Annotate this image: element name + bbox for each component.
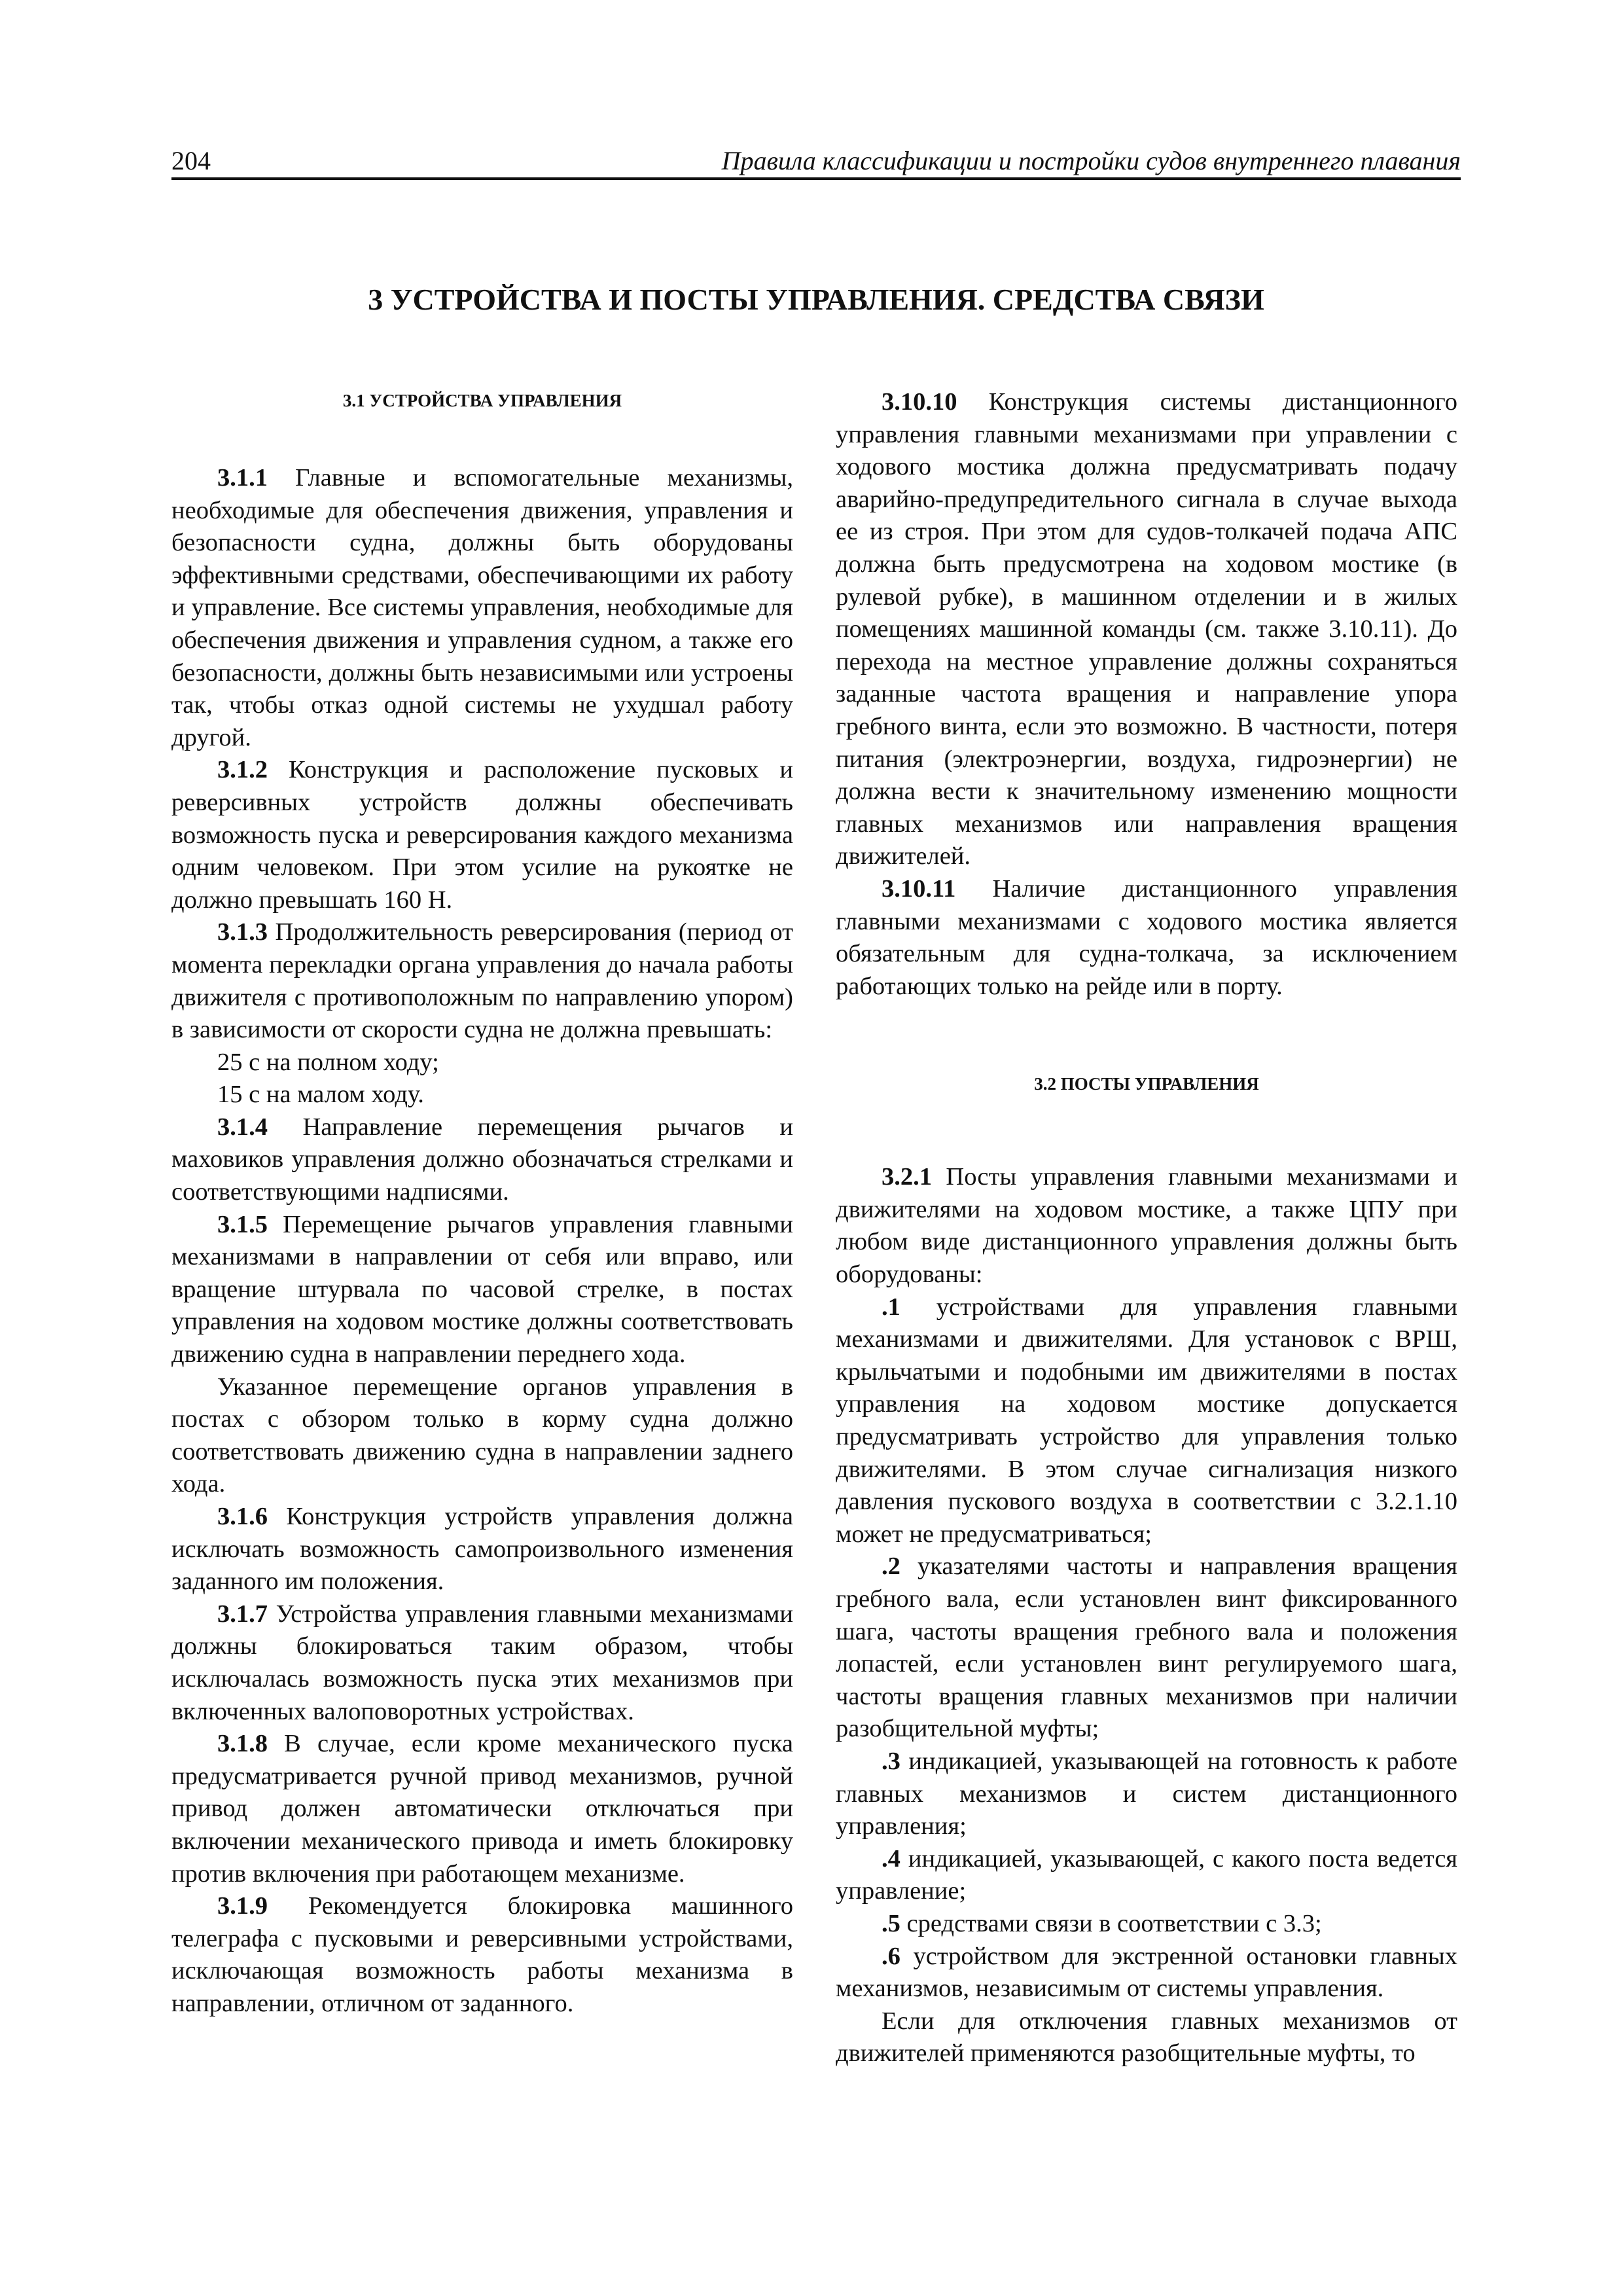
paragraph-text: Конструкция системы дистанционного управления главными механизмами при управлении с ходового мостика должна предусматривать подачу аварийно-предупредительного сигнала в случае выхода ее из строя. При этом для судов-толкачей подача АПС должна быть предусмотрена на ходовом мостике (в рулевой рубке), в машинном отделении и в жилых помещениях машинной команды (см. также 3.10.11). До перехода на местное управление должны сохраняться заданные частота вращения и направление упора гребного винта, если это возможно. В частности, потеря питания (электроэнергии, воздуха, гидроэнергии) не должна вести к значительному изменению мощности главных механизмов или направления вращения движителей. (836, 388, 1457, 870)
paragraph (171, 1501, 793, 1598)
paragraph (171, 462, 793, 754)
paragraph-text: Направление перемещения рычагов и маховиков управления должно обозначаться стрелками и соответствующими надписями. (171, 1113, 793, 1206)
clause-number: 3.1.6 (217, 1503, 268, 1530)
paragraph-text: 15 с на малом ходу. (217, 1081, 424, 1109)
right-paragraphs-bottom (836, 1161, 1457, 2070)
paragraph-text: указателями частоты и направления вращения гребного вала, если установлен винт фиксированного шага, частоты вращения гребного вала и положения лопастей, если установлен винт регулируемого шага, частоты вращения главных механизмов при наличии разобщительной муфты; (836, 1552, 1457, 1743)
page-number: 204 (171, 146, 211, 175)
right-paragraphs-top (836, 386, 1457, 1003)
paragraph (171, 1598, 793, 1728)
section-heading-3-2: 3.2 ПОСТЫ УПРАВЛЕНИЯ (1034, 1074, 1259, 1094)
paragraph (836, 2005, 1457, 2070)
clause-number: 3.1.4 (217, 1113, 268, 1141)
paragraph (836, 873, 1457, 1003)
clause-number: .2 (882, 1552, 901, 1581)
paragraph-text: средствами связи в соответствии с 3.3; (900, 1909, 1322, 1937)
chapter-title: 3 УСТРОЙСТВА И ПОСТЫ УПРАВЛЕНИЯ. СРЕДСТВА СВЯЗИ (368, 283, 1264, 316)
paragraph-text: В случае, если кроме механического пуска предусматривается ручной привод механизмов, ручной привод должен автоматически отключаться при включении механического привода и иметь блокировку против включения при работающем механизме. (171, 1730, 793, 1888)
right-column (836, 386, 1457, 2070)
paragraph-text: Указанное перемещение органов управления в постах с обзором только в корму судна должно соответствовать движению судна в направлении заднего хода. (171, 1372, 793, 1498)
paragraph-text: Перемещение рычагов управления главными механизмами в направлении от себя или вправо, или вращение штурвала по часовой стрелке, в постах управления на ходовом мостике должны соответствовать движению судна в направлении переднего хода. (171, 1210, 793, 1369)
clause-number: 3.1.3 (217, 918, 268, 946)
paragraph-text: Рекомендуется блокировка машинного телеграфа с пусковыми и реверсивными устройствами, исключающая возможность работы механизма в направлении, отличном от заданного. (171, 1892, 793, 2017)
clause-number: .5 (882, 1909, 901, 1937)
paragraph (171, 1079, 793, 1111)
clause-number: 3.2.1 (882, 1163, 932, 1191)
paragraph (836, 386, 1457, 873)
paragraph-text: Если для отключения главных механизмов от движителей применяются разобщительные муфты, то (836, 2007, 1457, 2068)
clause-number: 3.10.11 (882, 874, 956, 903)
paragraph-text: Устройства управления главными механизмами должны блокироваться таким образом, чтобы исключалась возможность пуска этих механизмов при включенных валоповоротных устройствах. (171, 1600, 793, 1725)
header-rule (171, 177, 1461, 180)
paragraph (836, 1551, 1457, 1746)
clause-number: 3.1.2 (217, 756, 268, 784)
paragraph (836, 1843, 1457, 1908)
clause-number: .3 (882, 1747, 901, 1775)
paragraph-text: Конструкция и расположение пусковых и реверсивных устройств должны обеспечивать возможность пуска и реверсирования каждого механизма одним человеком. При этом усилие на рукоятке не должно превышать 160 Н. (171, 756, 793, 914)
paragraph (171, 1728, 793, 1890)
clause-number: .1 (882, 1293, 901, 1321)
paragraph-text: 25 с на полном ходу; (217, 1048, 439, 1076)
paragraph (171, 1209, 793, 1371)
running-title: Правила классификации и постройки судов внутреннего плавания (721, 146, 1461, 175)
paragraph-text: устройством для экстренной остановки главных механизмов, независимым от системы управления. (836, 1942, 1457, 2003)
paragraph-text: Продолжительность реверсирования (период от момента перекладки органа управления до начала работы движителя с противоположным по направлению упором) в зависимости от скорости судна не должна превышать: (171, 918, 793, 1044)
clause-number: 3.1.1 (217, 464, 268, 492)
paragraph (171, 1111, 793, 1209)
left-paragraphs (171, 462, 793, 2020)
clause-number: 3.1.5 (217, 1210, 268, 1238)
paragraph-text: Главные и вспомогательные механизмы, необходимые для обеспечения движения, управления и безопасности судна, должны быть оборудованы эффективными средствами, обеспечивающими их работу и управление. Все системы управления, необходимые для обеспечения движения и управления судном, а также его безопасности, должны быть независимыми или устроены так, чтобы отказ одной системы не ухудшал работу другой. (171, 464, 793, 751)
paragraph-text: индикацией, указывающей, с какого поста ведется управление; (836, 1844, 1457, 1905)
paragraph (171, 754, 793, 916)
paragraph-text: Посты управления главными механизмами и движителями на ходовом мостике, а также ЦПУ при любом виде дистанционного управления должны быть оборудованы: (836, 1163, 1457, 1289)
paragraph (171, 1890, 793, 2020)
paragraph (836, 1941, 1457, 2005)
paragraph (171, 916, 793, 1046)
paragraph (836, 1908, 1457, 1941)
paragraph-text: индикацией, указывающей на готовность к работе главных механизмов и систем дистанционного управления; (836, 1747, 1457, 1840)
clause-number: 3.1.7 (217, 1600, 268, 1628)
paragraph (836, 1161, 1457, 1291)
clause-number: .4 (882, 1844, 901, 1873)
clause-number: 3.1.8 (217, 1730, 268, 1758)
left-column (171, 386, 793, 2020)
paragraph-text: Конструкция устройств управления должна исключать возможность самопроизвольного изменения заданного им положения. (171, 1503, 793, 1596)
paragraph-text: устройствами для управления главными механизмами и движителями. Для установок с ВРШ, крыльчатыми и подобными им движителями в постах управления на ходовом мостике допускается предусматривать устройство для управления только движителями. В этом случае сигнализация низкого давления пускового воздуха в соответствии с 3.2.1.10 может не предусматриваться; (836, 1293, 1457, 1548)
clause-number: 3.10.10 (882, 388, 957, 416)
paragraph (171, 1047, 793, 1079)
clause-number: .6 (882, 1942, 901, 1970)
paragraph-text: Наличие дистанционного управления главными механизмами с ходового мостика является обязательным для судна-толкача, за исключением работающих только на рейде или в порту. (836, 874, 1457, 1000)
paragraph (836, 1291, 1457, 1551)
section-heading-3-1: 3.1 УСТРОЙСТВА УПРАВЛЕНИЯ (342, 391, 622, 410)
paragraph (171, 1371, 793, 1501)
clause-number: 3.1.9 (217, 1892, 268, 1920)
paragraph (836, 1746, 1457, 1843)
